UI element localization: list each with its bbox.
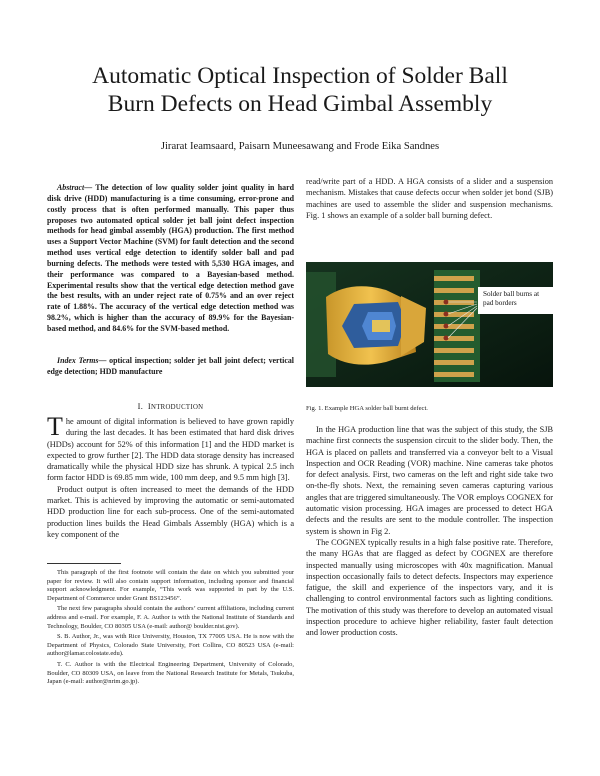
section-title-rest: NTRODUCTION xyxy=(150,404,204,411)
section-numeral: I. xyxy=(137,402,144,411)
title-line-2: Burn Defects on Head Gimbal Assembly xyxy=(107,91,493,117)
annotation-line-2: pad borders xyxy=(483,299,517,308)
footnote-3: S. B. Author, Jr., was with Rice University, Houston, TX 77005 USA. He is now with the Department of Physics, Colorado State University, Fort Collins, CO 80523 USA (e-mail: author@lamar.colostate.edu). xyxy=(47,633,294,658)
figure-annotation xyxy=(483,290,539,309)
right-paragraph-2: The COGNEX typically results in a high false positive rate. Therefore, the many HGAs that are flagged as defect by COGNEX are therefore inspected manually using microscopes with 40x magnification. Manual inspection occasionally fails to detect defects. Inspectors may experience fatigue, the skill and experience of the inspectors vary, and it is challenging to control environmental factors such as lighting conditions. The motivation of this study was therefore to develop an automated visual inspection procedure to achieve higher reliability, faster fault detection and lower production costs. xyxy=(306,537,553,638)
title-line-1: Automatic Optical Inspection of Solder Ball xyxy=(92,63,508,89)
index-terms-text: — optical inspection; solder jet ball joint defect; vertical edge detection; HDD manufacture xyxy=(47,356,294,376)
abstract xyxy=(47,183,294,335)
figure-1-caption: Fig. 1. Example HGA solder ball burnt defect. xyxy=(306,405,428,412)
section-title-initial: I xyxy=(147,402,151,411)
section-heading-introduction xyxy=(47,402,294,411)
intro-paragraph-1 xyxy=(47,412,294,484)
paper-title xyxy=(40,62,560,118)
intro-paragraph-2: Product output is often increased to meet the demands of the HDD market. This is achieved by improving the automatic or semi-automated HDD production line for each sub-process. One of the semi-automated production lines builds the Head Gimbals Assembly (HGA) which is a key component of the xyxy=(47,484,294,539)
right-column-body xyxy=(306,424,553,639)
index-terms xyxy=(47,356,294,378)
figure-1-image xyxy=(306,262,553,387)
annotation-line-1: Solder ball burns at xyxy=(483,290,540,298)
footnote-1: This paragraph of the first footnote will contain the date on which you submitted your paper for review. It will also contain support information, including sponsor and financial support acknowledgment. For example, “This work was supported in part by the U.S. Department of Commerce under Grant BS123456”. xyxy=(47,569,294,602)
right-column-top xyxy=(306,176,553,221)
footnote-4: T. C. Author is with the Electrical Engineering Department, University of Colorado, Boulder, CO 80309 USA, on leave from the National Research Institute for Metals, Tsukuba, Japan (e-mail: author@nrim.go.jp). xyxy=(47,660,294,686)
right-paragraph-0: read/write part of a HDD. A HGA consists of a slider and a suspension mechanism. Mistakes that cause defects occur when solder jet bond (SJB) machines are used to assemble the slider and suspension mechanisms. Fig. 1 shows an example of a solder ball burning defect. xyxy=(306,177,553,220)
right-paragraph-1: In the HGA production line that was the subject of this study, the SJB machine first connects the suspension circuit to the slider body. Then, the HGA is placed on pallets and transferred via a conveyor belt to a Visual Inspection and OCR Reading (VOR) machine. Nine cameras take photos for defect analysis. First, two cameras on the left and right side take two on-the-fly shots. Next, the remaining seven cameras capturing various angles that are triggered simultaneously. The VOR employs COGNEX for automatic vision processing. HGA images are processed to detect HGA defects and the results are sent to the module controller. The inspection system is shown in Fig 2. xyxy=(306,425,553,536)
footnotes xyxy=(47,569,294,689)
hga-photo-illustration xyxy=(306,262,553,387)
introduction-body xyxy=(47,412,294,540)
footnote-2: The next few paragraphs should contain the authors’ current affiliations, including current address and e-mail. For example, F. A. Author is with the National Institute of Standards and Technology, Boulder, CO 80305 USA (e-mail: author@ boulder.nist.gov). xyxy=(47,605,294,630)
author-list: Jirarat Ieamsaard, Paisarn Muneesawang and Frode Eika Sandnes xyxy=(160,141,440,152)
intro-paragraph-1-text: he amount of digital information is believed to have grown rapidly during the last decades. It has been estimated that hard disk drives (HDDs) account for 52% of this information [1] and the HDD market is expected to grow further [2]. The HDD data storage density has increased dramatically while the physical HDD size has shrunk. A typical 2.5 inch form factor HDD is 69.85 mm wide, 100 mm deep, and 9.5 mm high [3]. xyxy=(47,417,294,483)
abstract-text: — The detection of low quality solder joint quality in hard disk drive (HDD) manufacturing is a time consuming, error-prone and costly process that is often performed manually. This paper thus proposes two automated optical solder jet ball joint defect inspection methods for head gimbal assembly (HGA) production. The first method uses a Support Vector Machine (SVM) for fault detection and the second method uses vertical edge detection to identify solder ball and pad burning defects. The methods were tested with 5,530 HGA images, and their performance was compared to a Bayesian-based method. Experimental results show that the vertical edge detection method gave the best results, with an under reject rate of 0.75% and an over reject rate of 1.88%. The accuracy of the vertical edge detection method was 98.2%, which is higher than the accuracy of 89.9% for the Bayesian-based method, and 84.6% for the SVM-based method. xyxy=(47,183,294,333)
drop-cap: T xyxy=(47,412,63,441)
abstract-label: Abstract xyxy=(57,183,85,192)
index-terms-label: Index Terms xyxy=(57,356,99,365)
footnote-rule xyxy=(47,563,121,564)
